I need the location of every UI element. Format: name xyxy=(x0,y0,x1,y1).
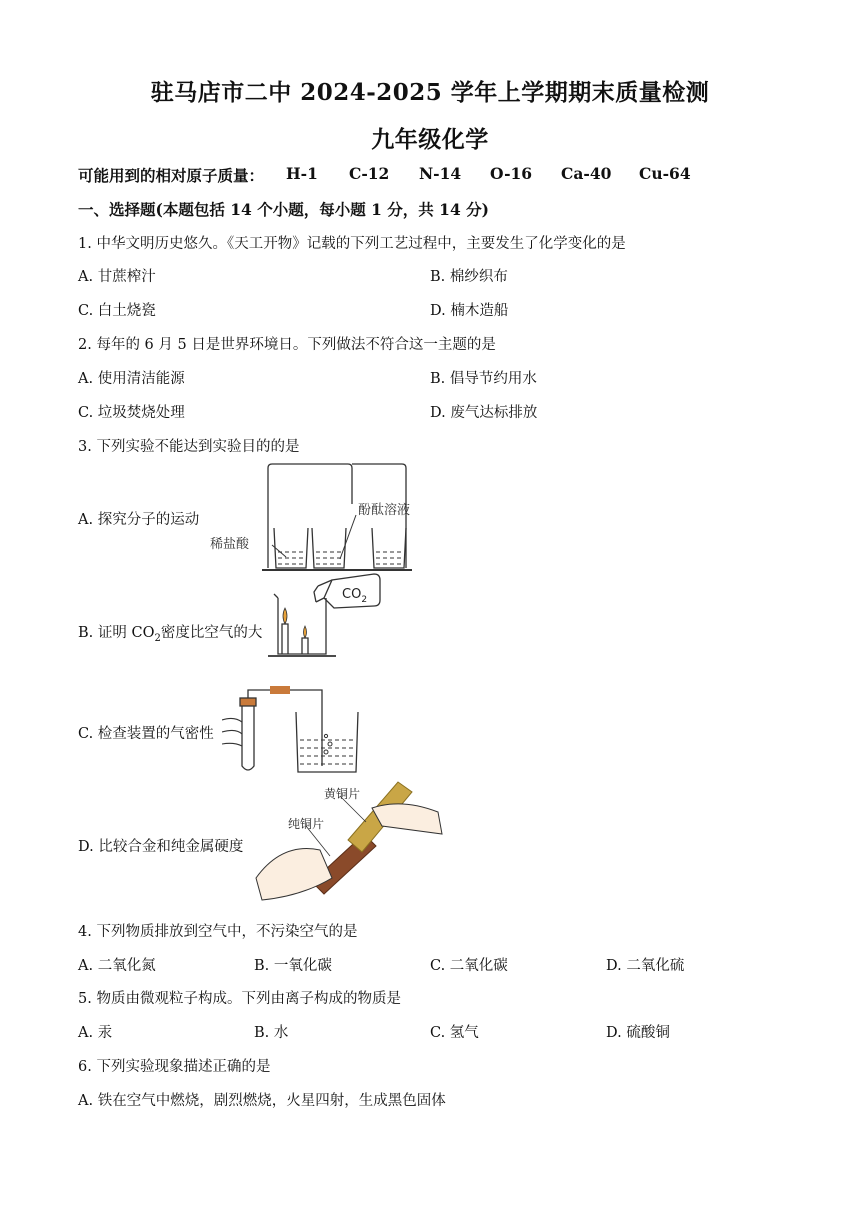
label-brass: 黄铜片 xyxy=(324,787,361,801)
label-co2: $CO_2$ xyxy=(342,587,368,605)
option: C. 垃圾焚烧处理 xyxy=(78,405,185,421)
option: A. 使用清洁能源 xyxy=(78,371,185,387)
co2-density-figure xyxy=(262,568,412,688)
atomic-mass-item: Ca-40 xyxy=(561,164,612,183)
option: C. 检查装置的气密性 xyxy=(78,726,214,742)
atomic-mass-item: O-16 xyxy=(490,164,533,183)
option: B. 一氧化碳 xyxy=(254,958,332,974)
option xyxy=(78,621,262,644)
option: D. 比较合金和纯金属硬度 xyxy=(78,839,244,855)
option: A. 汞 xyxy=(78,1025,113,1041)
atomic-mass-item: N-14 xyxy=(419,164,462,183)
atomic-mass-item: H-1 xyxy=(286,164,318,183)
option: A. 甘蔗榨汁 xyxy=(78,269,156,285)
page-subtitle: 九年级化学 xyxy=(371,126,489,153)
option: D. 二氧化硫 xyxy=(606,958,685,974)
label-dilute-hcl: 稀盐酸 xyxy=(210,537,250,552)
option: A. 二氧化氮 xyxy=(78,958,156,974)
question-stem: 2. 每年的 6 月 5 日是世界环境日。下列做法不符合这一主题的是 xyxy=(78,337,496,353)
option-b-subscript: 2 xyxy=(154,632,161,644)
option: A. 探究分子的运动 xyxy=(78,512,200,528)
hardness-figure xyxy=(252,778,448,906)
option: C. 二氧化碳 xyxy=(430,958,508,974)
option: D. 硫酸铜 xyxy=(606,1025,670,1041)
section-heading: 一、选择题(本题包括 14 个小题，每小题 1 分，共 14 分) xyxy=(78,200,489,219)
option-b-rest: 密度比空气的大 xyxy=(160,625,263,641)
question-stem: 5. 物质由微观粒子构成。下列由离子构成的物质是 xyxy=(78,991,401,1007)
atomic-mass-label: 可能用到的相对原子质量： xyxy=(78,166,265,185)
option: D. 楠木造船 xyxy=(430,303,509,319)
molecule-motion-figure xyxy=(200,460,430,580)
option: B. 水 xyxy=(254,1025,289,1041)
question-stem: 1. 中华文明历史悠久。《天工开物》记载的下列工艺过程中，主要发生了化学变化的是 xyxy=(78,236,626,252)
atomic-mass-item: Cu-64 xyxy=(639,164,691,183)
option-b-text: B. 证明 CO xyxy=(78,625,155,641)
option: C. 白土烧瓷 xyxy=(78,303,156,319)
label-pure-copper: 纯铜片 xyxy=(288,817,325,831)
option: C. 氢气 xyxy=(430,1025,479,1041)
option: B. 棉纱织布 xyxy=(430,269,508,285)
atomic-mass-item: C-12 xyxy=(349,164,390,183)
label-phenolphthalein: 酚酞溶液 xyxy=(358,503,411,518)
page-title: 驻马店市二中 2024-2025 学年上学期期末质量检测 xyxy=(150,79,710,106)
option: D. 废气达标排放 xyxy=(430,405,538,421)
question-stem: 6. 下列实验现象描述正确的是 xyxy=(78,1059,271,1075)
question-stem: 4. 下列物质排放到空气中，不污染空气的是 xyxy=(78,924,358,940)
option: A. 铁在空气中燃烧，剧烈燃烧，火星四射，生成黑色固体 xyxy=(78,1093,446,1109)
airtightness-figure xyxy=(222,680,362,780)
option: B. 倡导节约用水 xyxy=(430,371,537,387)
question-stem: 3. 下列实验不能达到实验目的的是 xyxy=(78,439,300,455)
